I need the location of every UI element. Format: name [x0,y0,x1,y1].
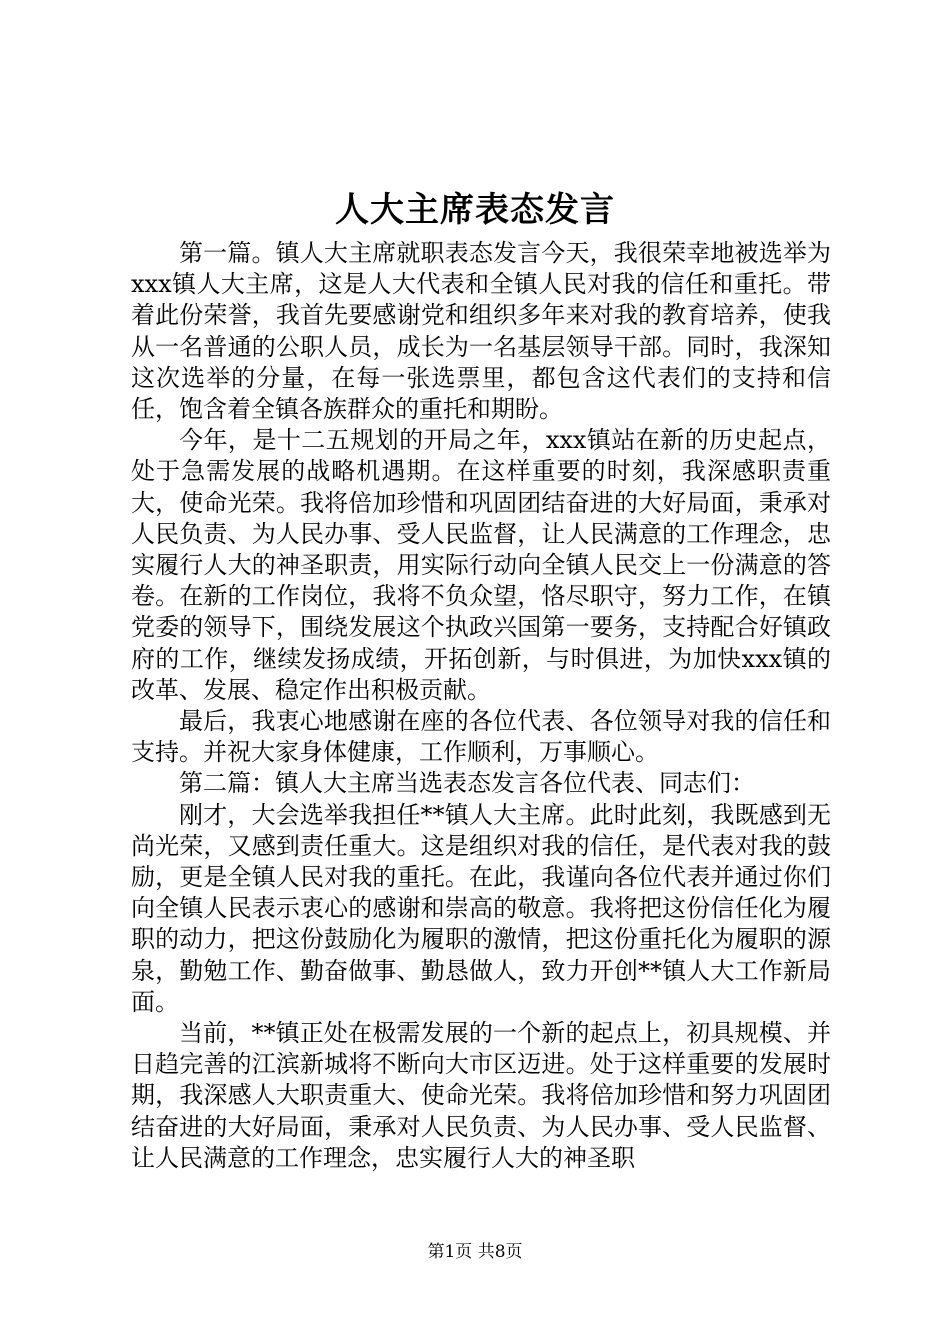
paragraph-4: 第二篇：镇人大主席当选表态发言各位代表、同志们： [179,769,755,798]
document-title: 人大主席表态发言 [335,190,615,230]
document-body [131,238,831,1174]
paragraph-5: 刚才，大会选举我担任**镇人大主席。此时此刻，我既感到无尚光荣，又感到责任重大。这是组织对我的信任，是代表对我的鼓励，更是全镇人民对我的重托。在此，我谨向各位代表并通过你们向全镇人民表示衷心的感谢和崇高的敬意。我将把这份信任化为履职的动力，把这份鼓励化为履职的激情，把这份重托化为履职的源泉，勤勉工作、勤奋做事、勤恳做人，致力开创**镇人大工作新局面。 [131,800,831,1016]
paragraph-6: 当前，**镇正处在极需发展的一个新的起点上，初具规模、并日趋完善的江滨新城将不断向大市区迈进。处于这样重要的发展时期，我深感人大职责重大、使命光荣。我将倍加珍惜和努力巩固团结奋进的大好局面，秉承对人民负责、为人民办事、受人民监督、让人民满意的工作理念，忠实履行人大的神圣职 [131,1019,831,1172]
paragraph-3: 最后，我衷心地感谢在座的各位代表、各位领导对我的信任和支持。并祝大家身体健康，工作顺利，万事顺心。 [131,707,831,767]
paragraph-1: 第一篇。镇人大主席就职表态发言今天，我很荣幸地被选举为xxx镇人大主席，这是人大代表和全镇人民对我的信任和重托。带着此份荣誉，我首先要感谢党和组织多年来对我的教育培养，使我从一名普通的公职人员，成长为一名基层领导干部。同时，我深知这次选举的分量，在每一张选票里，都包含这代表们的支持和信任，饱含着全镇各族群众的重托和期盼。 [131,239,831,424]
page-footer: 第1页 共8页 [427,1242,523,1262]
paragraph-2: 今年，是十二五规划的开局之年，xxx镇站在新的历史起点，处于急需发展的战略机遇期。在这样重要的时刻，我深感职责重大，使命光荣。我将倍加珍惜和巩固团结奋进的大好局面，秉承对人民负责、为人民办事、受人民监督，让人民满意的工作理念，忠实履行人大的神圣职责，用实际行动向全镇人民交上一份满意的答卷。在新的工作岗位，我将不负众望，恪尽职守，努力工作，在镇党委的领导下，围绕发展这个执政兴国第一要务，支持配合好镇政府的工作，继续发扬成绩，开拓创新，与时俱进，为加快xxx镇的改革、发展、稳定作出积极贡献。 [131,426,831,704]
